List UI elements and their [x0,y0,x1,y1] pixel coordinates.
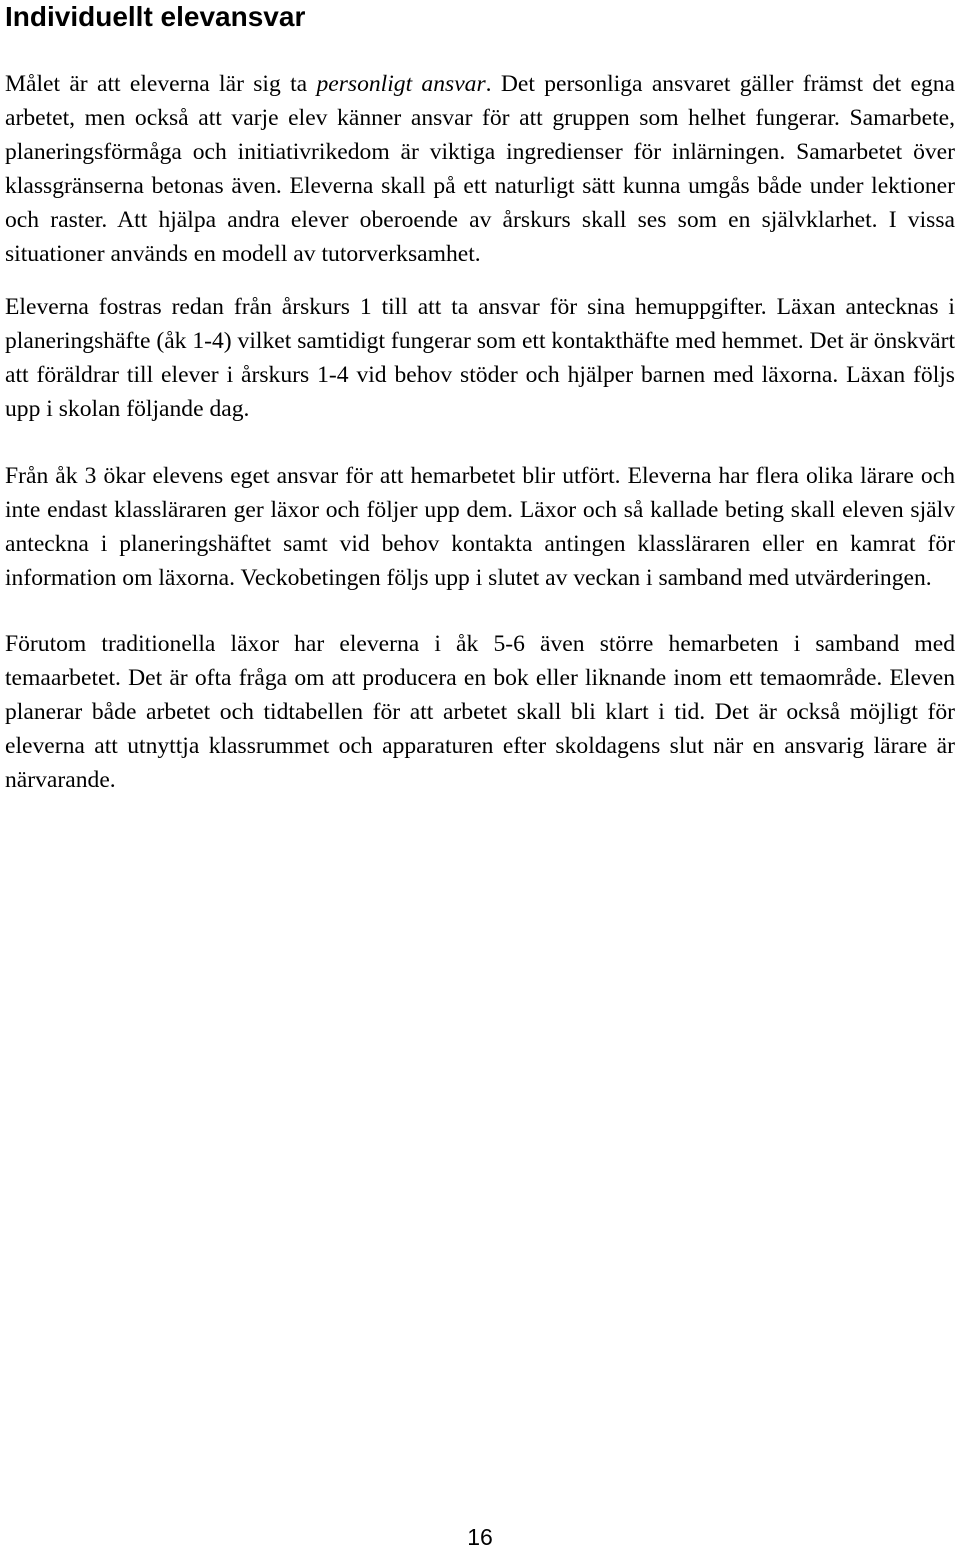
paragraph-personal-responsibility [5,67,955,271]
paragraph-text: . Det personliga ansvaret gäller främst det egna arbetet, men också att varje elev känner ansvar för att gruppen som helhet fungerar. Samarbete, planeringsförmåga och initiativrikedom är viktiga ingredienser för inlärningen. Samarbetet över klassgränserna betonas även. Eleverna skall på ett naturligt sätt kunna umgås både under lektioner och raster. Att hjälpa andra elever oberoende av årskurs skall ses som en självklarhet. I vissa situationer används en modell av tutorverksamhet. [5,71,956,267]
paragraph-grade-five-six: Förutom traditionella läxor har eleverna i åk 5-6 även större hemarbeten i samband med temaarbetet. Det är ofta fråga om att producera en bok eller liknande inom ett temaområde. Eleven planerar både arbetet och tidtabellen för att arbetet skall bli klart i tid. Det är också möjligt för eleverna att utnyttja klassrummet och apparaturen efter skoldagens slut när en ansvarig lärare är närvarande. [5,631,955,793]
emphasized-term: personligt ansvar [316,71,486,97]
page-number: 16 [467,1524,493,1550]
paragraph-grade-three: Från åk 3 ökar elevens eget ansvar för att hemarbetet blir utfört. Eleverna har flera olika lärare och inte endast klassläraren ger läxor och följer upp dem. Läxor och så kallade beting skall eleven själv anteckna i planeringshäftet samt vid behov kontakta antingen klassläraren eller en kamrat för information om läxorna. Veckobetingen följs upp i slutet av veckan i samband med utvärderingen. [5,463,955,591]
document-page [5,0,955,797]
paragraph-text: Målet är att eleverna lär sig ta [5,71,317,97]
section-heading: Individuellt elevansvar [5,1,306,32]
paragraph-homework: Eleverna fostras redan från årskurs 1 till att ta ansvar för sina hemuppgifter. Läxan antecknas i planeringshäfte (åk 1-4) vilket samtidigt fungerar som ett kontakthäfte med hemmet. Det är önskvärt att föräldrar till elever i årskurs 1-4 vid behov stöder och hjälper barnen med läxorna. Läxan följs upp i skolan följande dag. [5,294,956,422]
